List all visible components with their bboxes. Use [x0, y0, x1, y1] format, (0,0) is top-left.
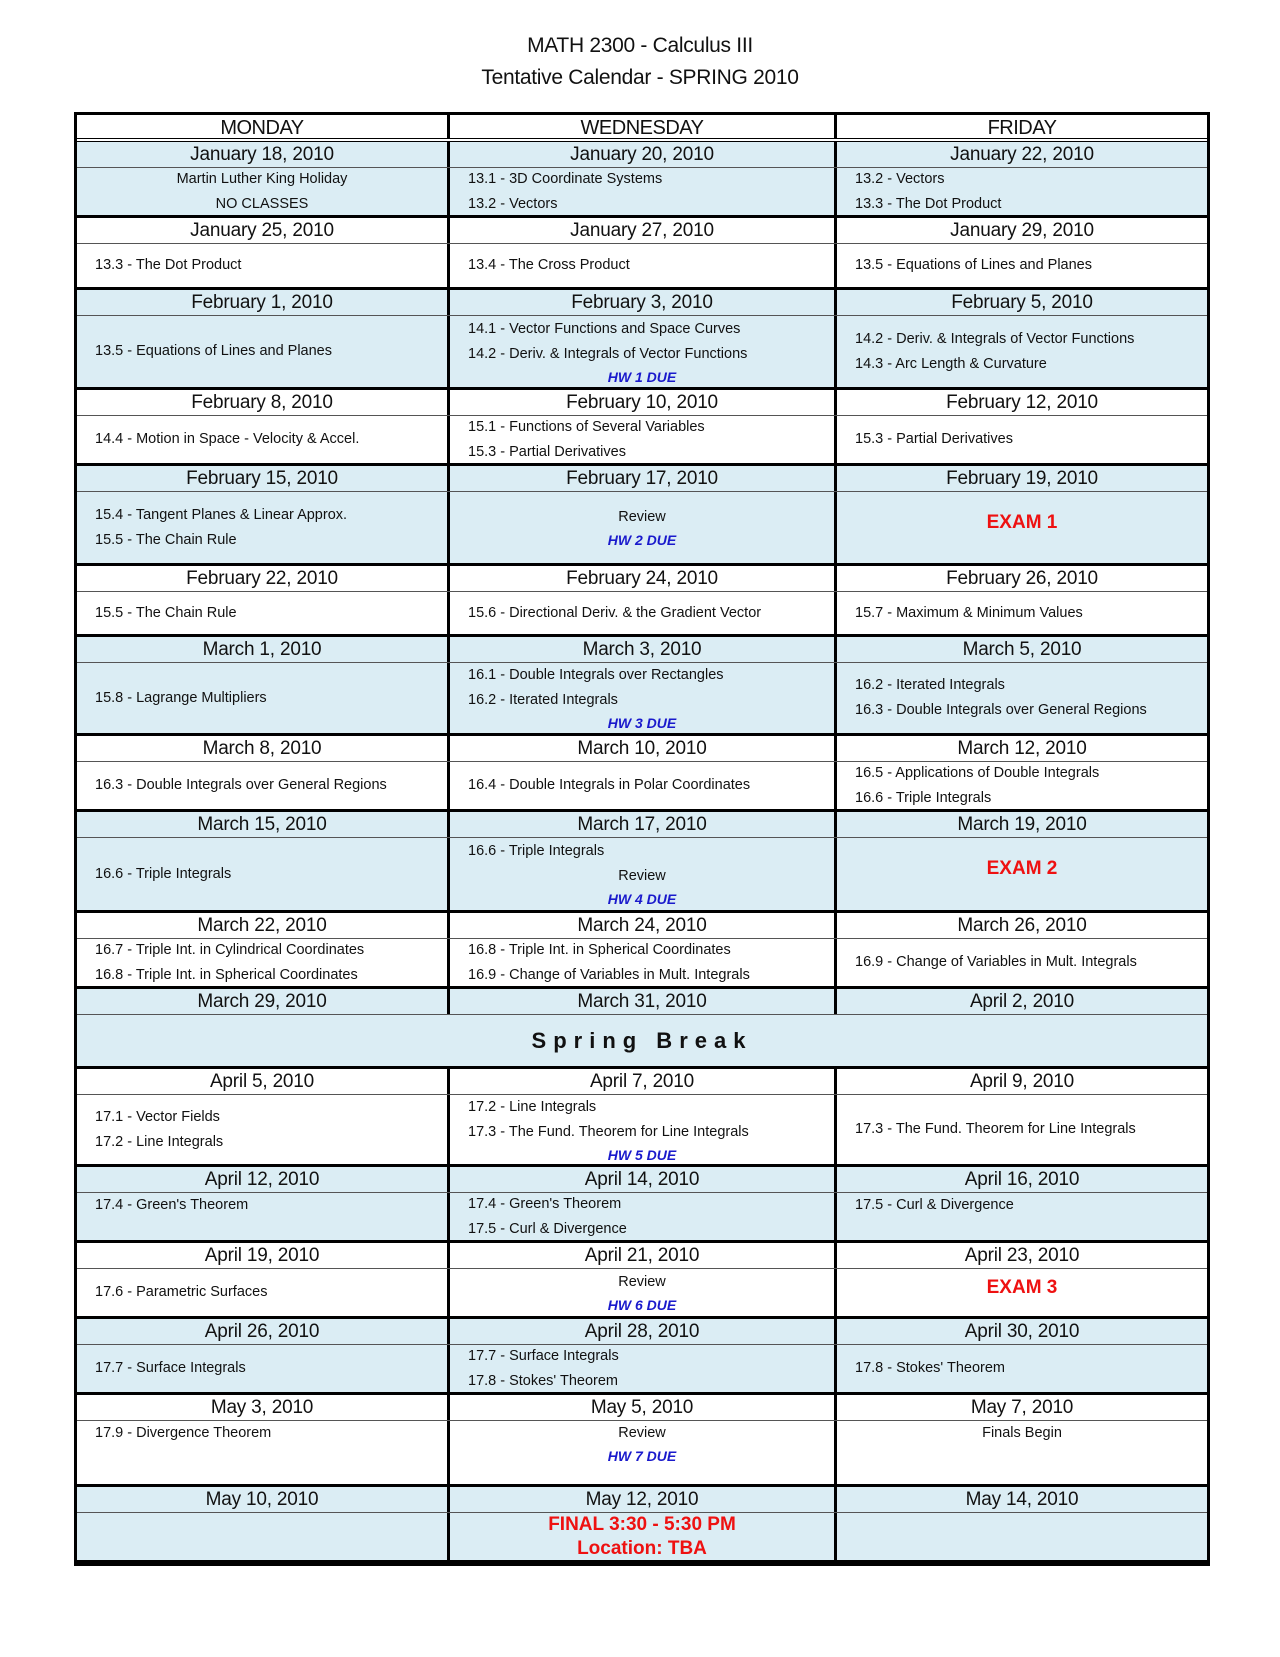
date-cell: February 26, 2010: [946, 568, 1098, 589]
topic-line: 17.9 - Divergence Theorem: [95, 1425, 272, 1441]
date-cell: May 14, 2010: [965, 1489, 1079, 1510]
topic-line: 17.7 - Surface Integrals: [95, 1360, 246, 1376]
topic-line: 17.3 - The Fund. Theorem for Line Integrals: [468, 1123, 749, 1140]
homework-due-label: HW 3 DUE: [607, 715, 677, 731]
final-exam-label: Location: TBA: [577, 1537, 707, 1559]
topic-line: 16.6 - Triple Integrals: [95, 865, 232, 882]
topics-row: [77, 1269, 1207, 1319]
date-cell: March 24, 2010: [450, 913, 837, 938]
date-cell: January 29, 2010: [950, 220, 1094, 241]
date-cell: February 1, 2010: [77, 290, 450, 315]
topic-line: 17.4 - Green's Theorem: [468, 1195, 622, 1212]
topic-line: 17.2 - Line Integrals: [95, 1133, 224, 1150]
date-cell: February 10, 2010: [450, 390, 837, 415]
topics-cell: [77, 1345, 450, 1392]
homework-due-label: HW 2 DUE: [607, 532, 677, 548]
topic-line: Review: [618, 1425, 666, 1441]
topics-cell: [77, 316, 450, 387]
topics-row: [77, 838, 1207, 913]
topic-line: 17.8 - Stokes' Theorem: [468, 1372, 618, 1389]
date-row: [77, 466, 1207, 492]
topics-cell: [450, 838, 837, 910]
topic-line: 16.9 - Change of Variables in Mult. Integrals: [855, 954, 1137, 970]
topics-cell: [450, 316, 837, 387]
topic-line: 15.4 - Tangent Planes & Linear Approx.: [95, 506, 348, 523]
topic-line: 17.4 - Green's Theorem: [95, 1197, 249, 1213]
final-exam-label: FINAL 3:30 - 5:30 PM: [548, 1513, 736, 1535]
topic-line: 14.4 - Motion in Space - Velocity & Accel.: [95, 431, 360, 447]
date-cell: April 9, 2010: [969, 1071, 1075, 1092]
date-cell: March 31, 2010: [450, 989, 837, 1014]
date-row: [77, 390, 1207, 416]
date-row: [77, 1487, 1207, 1513]
topics-row: [77, 244, 1207, 290]
topics-row: [77, 1345, 1207, 1395]
topic-line: 13.5 - Equations of Lines and Planes: [855, 257, 1092, 273]
topic-line: 16.7 - Triple Int. in Cylindrical Coordinates: [95, 941, 365, 958]
topics-cell: [837, 1513, 1207, 1560]
date-cell: February 17, 2010: [450, 466, 837, 491]
topics-cell: [837, 1345, 1207, 1392]
topics-cell: [837, 1193, 1207, 1240]
topic-line: 13.3 - The Dot Product: [95, 257, 242, 273]
topics-cell: [77, 1421, 450, 1484]
document-subtitle: Tentative Calendar - SPRING 2010: [481, 66, 799, 89]
topic-line: Review: [618, 868, 666, 884]
date-cell: January 25, 2010: [77, 218, 450, 243]
exam-label: EXAM 1: [986, 511, 1058, 533]
date-cell: April 7, 2010: [450, 1069, 837, 1094]
topics-cell: [77, 939, 450, 986]
topic-line: 14.2 - Deriv. & Integrals of Vector Functions: [468, 345, 748, 362]
date-cell: February 15, 2010: [77, 466, 450, 491]
date-cell: March 19, 2010: [957, 814, 1087, 835]
calendar-table: [74, 112, 1210, 1566]
topic-line: NO CLASSES: [215, 195, 309, 212]
date-cell: April 28, 2010: [450, 1319, 837, 1344]
topics-cell: [450, 1421, 837, 1484]
topic-line: 16.6 - Triple Integrals: [855, 789, 992, 806]
date-cell: May 12, 2010: [450, 1487, 837, 1512]
topics-cell: [837, 416, 1207, 463]
date-row: [77, 1069, 1207, 1095]
topics-cell: [77, 1095, 450, 1164]
date-row: [77, 1243, 1207, 1269]
date-cell: March 10, 2010: [450, 736, 837, 761]
topic-line: 15.1 - Functions of Several Variables: [468, 418, 705, 435]
date-cell: April 19, 2010: [77, 1243, 450, 1268]
date-cell: January 22, 2010: [950, 144, 1094, 165]
date-cell: January 18, 2010: [77, 142, 450, 167]
topic-line: 17.3 - The Fund. Theorem for Line Integrals: [855, 1121, 1136, 1137]
topics-cell: [77, 1513, 450, 1560]
date-cell: April 5, 2010: [77, 1069, 450, 1094]
topic-line: Martin Luther King Holiday: [176, 170, 348, 187]
topic-line: 16.5 - Applications of Double Integrals: [855, 764, 1100, 781]
topics-cell: [450, 1095, 837, 1164]
topics-cell: [837, 316, 1207, 387]
topics-cell: [450, 168, 837, 215]
date-row: [77, 637, 1207, 663]
topic-line: 16.8 - Triple Int. in Spherical Coordinates: [468, 941, 731, 958]
homework-due-label: HW 6 DUE: [607, 1297, 677, 1313]
date-row: [77, 142, 1207, 168]
spring-break-date-row: [77, 989, 1207, 1015]
topics-row: [77, 663, 1207, 736]
exam-label: EXAM 3: [986, 1276, 1058, 1298]
topic-line: 15.3 - Partial Derivatives: [468, 443, 626, 460]
date-cell: March 5, 2010: [962, 639, 1082, 660]
date-cell: February 19, 2010: [946, 468, 1098, 489]
date-cell: February 24, 2010: [450, 566, 837, 591]
date-cell: April 14, 2010: [450, 1167, 837, 1192]
date-row: [77, 290, 1207, 316]
date-cell: May 3, 2010: [77, 1395, 450, 1420]
topics-cell: [77, 416, 450, 463]
date-cell: March 1, 2010: [77, 637, 450, 662]
topics-cell: [77, 762, 450, 809]
date-cell: April 12, 2010: [77, 1167, 450, 1192]
topic-line: 16.1 - Double Integrals over Rectangles: [468, 667, 724, 683]
topics-cell: [837, 492, 1207, 563]
topic-line: 15.8 - Lagrange Multipliers: [95, 689, 267, 706]
topics-cell: [837, 762, 1207, 809]
topics-cell: [837, 663, 1207, 733]
topic-line: 17.6 - Parametric Surfaces: [95, 1284, 268, 1300]
homework-due-label: HW 5 DUE: [607, 1146, 677, 1163]
topics-cell: [77, 1193, 450, 1240]
topic-line: 13.5 - Equations of Lines and Planes: [95, 343, 332, 359]
topics-cell: [77, 492, 450, 563]
date-cell: March 17, 2010: [450, 812, 837, 837]
date-cell: March 29, 2010: [77, 989, 450, 1014]
topics-cell: [77, 592, 450, 634]
topic-line: 16.2 - Iterated Integrals: [855, 677, 1005, 693]
topic-line: 17.5 - Curl & Divergence: [468, 1220, 627, 1237]
homework-due-label: HW 1 DUE: [607, 368, 677, 385]
date-cell: April 16, 2010: [964, 1169, 1080, 1190]
topics-row: [77, 1421, 1207, 1487]
date-cell: May 7, 2010: [970, 1397, 1074, 1418]
topic-line: 17.8 - Stokes' Theorem: [855, 1360, 1005, 1376]
topic-line: 13.2 - Vectors: [468, 195, 558, 212]
exam-label: EXAM 2: [986, 858, 1058, 879]
topics-row: [77, 168, 1207, 218]
topic-line: 15.3 - Partial Derivatives: [855, 431, 1013, 447]
column-header-row: [77, 115, 1207, 142]
date-cell: March 15, 2010: [77, 812, 450, 837]
topics-cell: [450, 939, 837, 986]
topics-cell: [450, 1193, 837, 1240]
date-row: [77, 1167, 1207, 1193]
topic-line: 13.4 - The Cross Product: [468, 257, 630, 273]
homework-due-label: HW 4 DUE: [607, 891, 677, 907]
column-header-friday: FRIDAY: [987, 117, 1057, 139]
date-cell: April 21, 2010: [450, 1243, 837, 1268]
topics-cell: [450, 592, 837, 634]
topics-row: [77, 1095, 1207, 1167]
date-cell: February 5, 2010: [951, 292, 1093, 313]
topics-row: [77, 316, 1207, 390]
topic-line: Review: [618, 1274, 666, 1290]
date-cell: February 12, 2010: [946, 392, 1098, 413]
topic-line: 16.6 - Triple Integrals: [468, 843, 605, 859]
topic-line: 15.6 - Directional Deriv. & the Gradient Vector: [468, 604, 762, 621]
topics-cell: [450, 1345, 837, 1392]
topic-line: 13.1 - 3D Coordinate Systems: [468, 170, 663, 187]
topic-line: 17.7 - Surface Integrals: [468, 1347, 619, 1364]
date-cell: May 10, 2010: [77, 1487, 450, 1512]
date-cell: March 22, 2010: [77, 913, 450, 938]
date-cell: January 27, 2010: [450, 218, 837, 243]
date-cell: February 8, 2010: [77, 390, 450, 415]
topics-cell: [837, 838, 1207, 910]
topics-cell: [837, 939, 1207, 986]
topic-line: 16.4 - Double Integrals in Polar Coordinates: [468, 777, 751, 793]
topics-cell: [450, 244, 837, 287]
topics-cell: [837, 244, 1207, 287]
date-cell: January 20, 2010: [450, 142, 837, 167]
date-cell: March 3, 2010: [450, 637, 837, 662]
topics-cell: [450, 416, 837, 463]
topics-row: [77, 416, 1207, 466]
date-row: [77, 812, 1207, 838]
topic-line: 16.3 - Double Integrals over General Regions: [95, 777, 387, 793]
spring-break-banner: Spring Break: [77, 1015, 1207, 1069]
date-cell: February 22, 2010: [77, 566, 450, 591]
topics-cell: [77, 244, 450, 287]
topics-cell: [450, 1269, 837, 1316]
date-cell: April 23, 2010: [964, 1245, 1080, 1266]
topics-cell: [837, 1421, 1207, 1484]
topics-cell: [77, 838, 450, 910]
date-cell: February 3, 2010: [450, 290, 837, 315]
topics-cell: [77, 1269, 450, 1316]
topic-line: 14.2 - Deriv. & Integrals of Vector Functions: [855, 330, 1135, 347]
date-row: [77, 218, 1207, 244]
topics-row: [77, 762, 1207, 812]
topics-cell: [77, 168, 450, 215]
date-cell: March 8, 2010: [77, 736, 450, 761]
topic-line: 13.3 - The Dot Product: [855, 195, 1002, 212]
topic-line: 15.5 - The Chain Rule: [95, 604, 237, 621]
date-cell: April 2, 2010: [969, 991, 1075, 1012]
topics-cell: [837, 168, 1207, 215]
topic-line: 16.2 - Iterated Integrals: [468, 692, 618, 708]
date-cell: May 5, 2010: [450, 1395, 837, 1420]
topics-row: [77, 492, 1207, 566]
topic-line: 15.7 - Maximum & Minimum Values: [855, 604, 1083, 621]
date-cell: April 26, 2010: [77, 1319, 450, 1344]
column-header-monday: MONDAY: [77, 115, 450, 138]
date-row: [77, 1319, 1207, 1345]
column-header-wednesday: WEDNESDAY: [450, 115, 837, 138]
topics-cell: [837, 592, 1207, 634]
topics-row: [77, 939, 1207, 989]
topics-row: [77, 1193, 1207, 1243]
date-cell: March 12, 2010: [957, 738, 1087, 759]
topic-line: 14.1 - Vector Functions and Space Curves: [468, 320, 741, 337]
document-title: MATH 2300 - Calculus III: [527, 34, 753, 57]
topic-line: 14.3 - Arc Length & Curvature: [855, 355, 1047, 372]
date-row: [77, 913, 1207, 939]
topic-line: Finals Begin: [982, 1425, 1062, 1441]
topic-line: 16.9 - Change of Variables in Mult. Integrals: [468, 966, 750, 983]
topics-row: [77, 592, 1207, 637]
date-row: [77, 566, 1207, 592]
topic-line: 13.2 - Vectors: [855, 170, 945, 187]
topics-cell: [450, 1513, 837, 1560]
date-cell: March 26, 2010: [957, 915, 1087, 936]
topic-line: 16.3 - Double Integrals over General Regions: [855, 702, 1147, 718]
topics-cell: [450, 663, 837, 733]
topics-cell: [450, 492, 837, 563]
topic-line: 17.1 - Vector Fields: [95, 1108, 220, 1125]
date-cell: April 30, 2010: [964, 1321, 1080, 1342]
topics-row: [77, 1513, 1207, 1563]
topics-cell: [837, 1269, 1207, 1316]
topics-cell: [77, 663, 450, 733]
homework-due-label: HW 7 DUE: [607, 1448, 677, 1464]
topic-line: 17.2 - Line Integrals: [468, 1098, 597, 1115]
date-row: [77, 1395, 1207, 1421]
topic-line: 15.5 - The Chain Rule: [95, 531, 237, 548]
date-row: [77, 736, 1207, 762]
topic-line: 16.8 - Triple Int. in Spherical Coordinates: [95, 966, 358, 983]
topics-cell: [837, 1095, 1207, 1164]
topics-cell: [450, 762, 837, 809]
topic-line: 17.5 - Curl & Divergence: [855, 1197, 1014, 1213]
topic-line: Review: [618, 509, 666, 525]
